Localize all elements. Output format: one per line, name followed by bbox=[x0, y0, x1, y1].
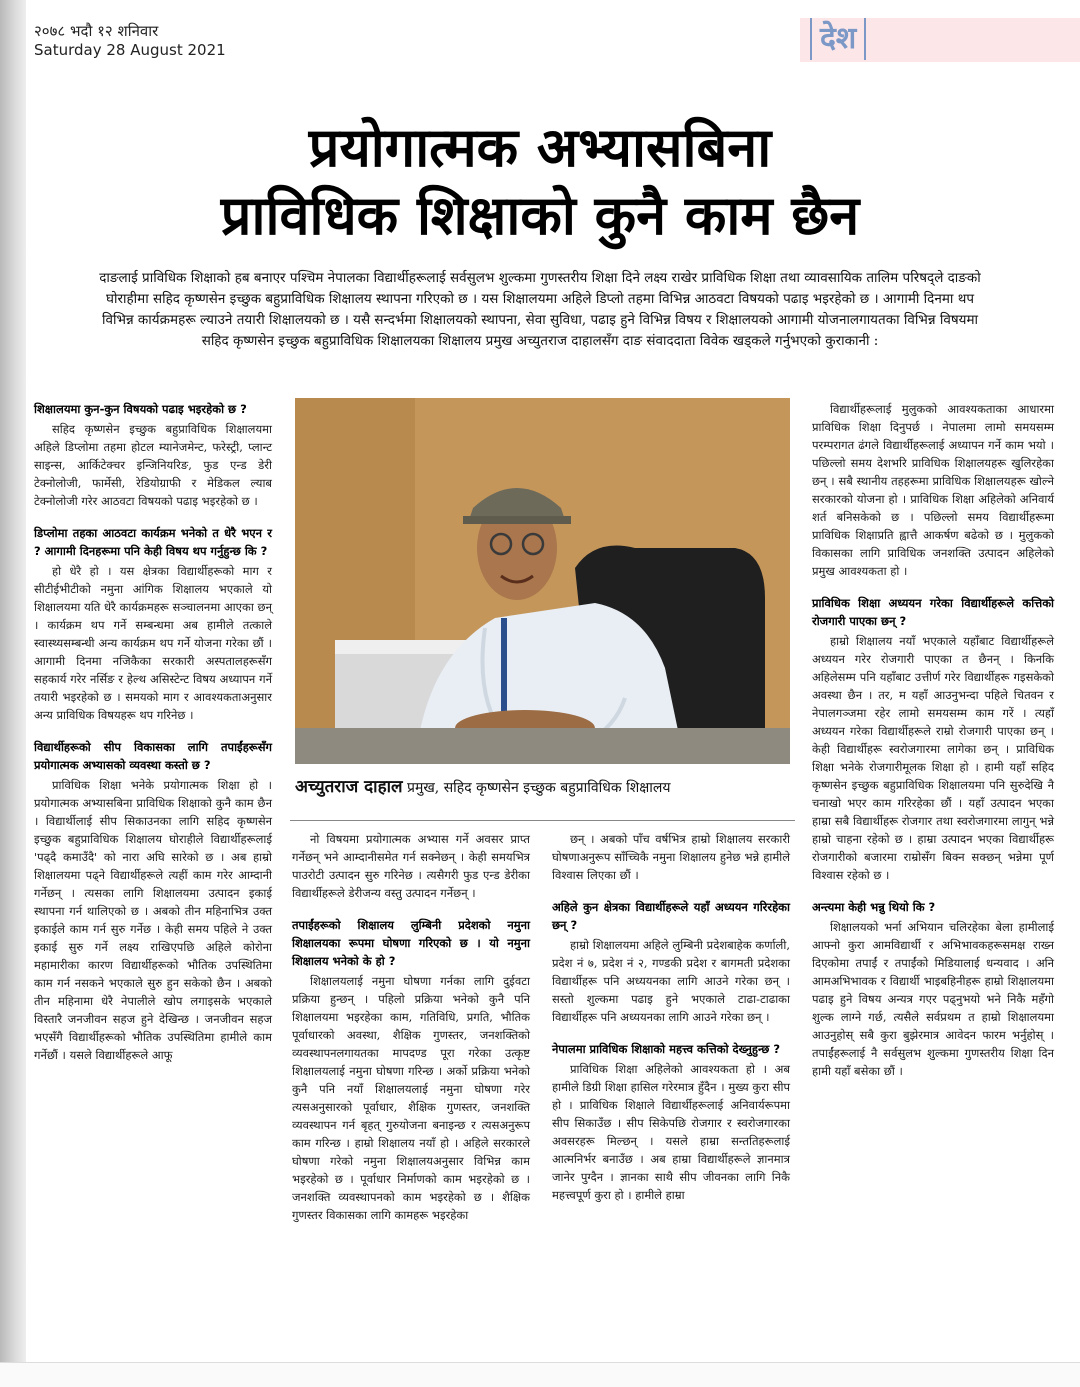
lead-paragraph: दाङलाई प्राविधिक शिक्षाको हब बनाएर पश्चिम नेपालका विद्यार्थीहरूलाई सर्वसुलभ शुल्कमा गुणस्तरीय शिक्षा दिने लक्ष्य राखेर प्राविधिक शिक्षा तथा व्यावसायिक तालिम परिषद्ले दाङको घोराहीमा सहिद कृष्णसेन इच्छुक बहुप्राविधिक शिक्षालय स्थापना गरिएको छ । यस शिक्षालयमा अहिले डिप्लो तहमा विभिन्न आठवटा विषयको पढाइ भइरहेको छ । आगामी दिनमा थप विभिन्न कार्यक्रमहरू ल्याउने तयारी शिक्षालयको छ । यसै सन्दर्भमा शिक्षालयको स्थापना, सेवा सुविधा, पढाइ हुने विभिन्न विषय र शिक्षालयको आगामी योजनालगायतका विभिन्न विषयमा सहिद कृष्णसेन इच्छुक बहुप्राविधिक शिक्षालयका शिक्षालय प्रमुख अच्युतराज दाहालसँग दाङ संवाददाता विवेक खड्कले गर्नुभएको कुराकानी : bbox=[99, 270, 981, 349]
section-label: देश bbox=[810, 18, 866, 60]
page-gutter bbox=[0, 0, 26, 1386]
next-article-strip bbox=[0, 1362, 1080, 1387]
headline-line-1: प्रयोगात्मक अभ्यासबिना bbox=[308, 115, 772, 179]
question-7: प्राविधिक शिक्षा अध्ययन गरेका विद्यार्थीहरूले कत्तिको रोजगारी पाएका छन् ? bbox=[812, 596, 1054, 628]
question-3: विद्यार्थीहरूको सीप विकासका लागि तपाईंहरूसँग प्रयोगात्मक अभ्यासको व्यवस्था कस्तो छ ? bbox=[34, 740, 272, 772]
headline-line-2: प्राविधिक शिक्षाको कुनै काम छैन bbox=[220, 183, 860, 247]
photo-caption bbox=[295, 775, 790, 815]
interview-photo bbox=[295, 398, 790, 764]
question-2: डिप्लोमा तहका आठवटा कार्यक्रम भनेको त धेरै भएन र ? आगामी दिनहरूमा पनि केही विषय थप गर्नुहुन्छ कि ? bbox=[34, 526, 272, 558]
question-8: अन्त्यमा केही भन्नु थियो कि ? bbox=[812, 900, 936, 914]
date-nepali: २०७८ भदौ १२ शनिवार bbox=[34, 22, 159, 40]
answer-2: हो धेरै हो । यस क्षेत्रका विद्यार्थीहरूको माग र सीटीईभीटीको नमुना आंगिक शिक्षालय भएकाले यो शिक्षालयमा यति धेरै कार्यक्रमहरू सञ्चालनमा आएका छन् । कार्यक्रम थप गर्ने सम्बन्धमा अब हामीले तत्काले स्वास्थ्यसम्बन्धी अन्य कार्यक्रम थप गर्ने योजना गरेका छौं । आगामी दिनमा नजिकैका सरकारी अस्पतालहरूसँग सहकार्य गरेर नर्सिङ र हेल्थ असिस्टेन्ट विषय अध्यापन गर्ने तयारी भइरहेको छ । समयको माग र आवश्यकताअनुसार अन्य प्राविधिक विषयहरू थप गरिनेछ । bbox=[34, 564, 272, 722]
dateline bbox=[34, 22, 226, 60]
answer-3: प्राविधिक शिक्षा भनेके प्रयोगात्मक शिक्षा हो । प्रयोगात्मक अभ्यासबिना प्राविधिक शिक्षाको कुनै काम छैन । विद्यार्थीलाई सीप सिकाउनका लागि सहिद कृष्णसेन इच्छुक बहुप्राविधिक शिक्षालय घोराहीले विद्यार्थीहरूलाई 'पढ्दै कमाउँदै' को नारा अघि सारेको छ । अब हाम्रो शिक्षालयमा पढ्ने विद्यार्थीहरूले त्यहीं काम गरेर आम्दानी गर्नेछन् । त्यसका लागि शिक्षालयमा उत्पादन इकाई स्थापना गर्न थालिएको छ । अबको तीन महिनाभित्र उक्त इकाईले काम गर्न सुरु गर्नेछ । केही समय पहिले ने उक्त इकाई सुरु गर्ने लक्ष्य राखिएपछि अहिले कोरोना महामारीका कारण विद्यार्थीहरूको भौतिक उपस्थितिमा काम गर्न नसकने भएकाले सुरु हुन सकेको छैन । अबको तीन महिनामा धेरै नेपालीले खोप लगाइसके भएकाले विस्तारै जनजीवन सहज हुने देखिन्छ । जनजीवन सहज भएसँगै विद्यार्थीहरूको भौतिक उपस्थितिमा हामीले काम गर्नेछौं । यसले विद्यार्थीहरूले आफू bbox=[34, 778, 272, 1062]
question-1: शिक्षालयमा कुन-कुन विषयको पढाइ भइरहेको छ ? bbox=[34, 402, 247, 416]
answer-6-continued: विद्यार्थीहरूलाई मुलुकको आवश्यकताका आधारमा प्राविधिक शिक्षा दिनुपर्छ । नेपालमा लामो समयसम्म परम्परागत ढंगले विद्यार्थीहरूलाई अध्यापन गर्ने काम भयो । पछिल्लो समय देशभरि प्राविधिक शिक्षालयहरू खुलिरहेका छन् । सबै स्थानीय तहहरूमा प्राविधिक शिक्षालयहरू खोल्ने सरकारको योजना हो । प्राविधिक शिक्षा अहिलेको अनिवार्य शर्त बनिसकेको छ । पछिल्लो समय विद्यार्थीहरूमा प्राविधिक शिक्षाप्रति ह्वात्तै आकर्षण बढेको छ । मुलुकको विकासका लागि प्राविधिक जनशक्ति उत्पादन अहिलेको प्रमुख आवश्यकता हो । bbox=[812, 402, 1054, 578]
column-2 bbox=[292, 830, 530, 1238]
answer-8: शिक्षालयको भर्ना अभियान चलिरहेका बेला हामीलाई आफ्नो कुरा आमविद्यार्थी र अभिभावकहरूसमक्ष राख्न दिएकोमा तपाईं र तपाईंको मिडियालाई धन्यवाद । अनि आमअभिभावक र विद्यार्थी भाइबहिनीहरू हाम्रो शिक्षालयमा पढाइ हुने विषय अन्यत्र गएर पढ्नुभयो भने निकै महँगो शुल्क लाग्ने गर्छ, त्यसैले सर्वप्रथम त हाम्रो शिक्षालयमा आउनुहोस् सबै कुरा बुझेरमात्र आवेदन फारम भर्नुहोस् । तपाईंहरूलाई नै सर्वसुलभ शुल्कमा गुणस्तरीय शिक्षा दिन हामी यहाँ बसेका छौं । bbox=[812, 920, 1054, 1078]
question-4: तपाईंहरूको शिक्षालय लुम्बिनी प्रदेशको नमुना शिक्षालयका रूपमा घोषणा गरिएको छ । यो नमुना शिक्षालय भनेको के हो ? bbox=[292, 918, 530, 968]
section-tag bbox=[800, 18, 1080, 62]
caption-title: प्रमुख, सहिद कृष्णसेन इच्छुक बहुप्राविधिक शिक्षालय bbox=[407, 780, 671, 796]
question-5: अहिले कुन क्षेत्रका विद्यार्थीहरूले यहाँ अध्ययन गरिरहेका छन् ? bbox=[552, 900, 790, 932]
column-4 bbox=[812, 400, 1054, 1094]
caption-rule bbox=[290, 820, 795, 821]
answer-4: शिक्षालयलाई नमुना घोषणा गर्नका लागि दुईवटा प्रक्रिया हुन्छन् । पहिलो प्रक्रिया भनेको कुनै पनि शिक्षालयमा भइरहेका काम, गतिविधि, प्रगति, भौतिक पूर्वाधारको अवस्था, शैक्षिक गुणस्तर, जनशक्तिको व्यवस्थापनलगायतका मापदण्ड पूरा गरेका उत्कृष्ट शिक्षालयलाई नमुना घोषणा गरिन्छ । अर्को प्रक्रिया भनेको कुनै पनि नयाँ शिक्षालयलाई नमुना घोषणा गरेर त्यसअनुसारको पूर्वाधार, शैक्षिक गुणस्तर, जनशक्ति व्यवस्थापन गर्न बृहत् गुरुयोजना बनाइन्छ र त्यसअनुरूप काम गरिन्छ । हाम्रो शिक्षालय नयाँ हो । अहिले सरकारले घोषणा गरेको नमुना शिक्षालयअनुसार विभिन्न काम भइरहेको छ । पूर्वाधार निर्माणको काम भइरहेको छ । जनशक्ति व्यवस्थापनको काम भइरहेको छ । शैक्षिक गुणस्तर विकासका लागि कामहरू भइरहेका bbox=[292, 974, 530, 1222]
date-english: Saturday 28 August 2021 bbox=[34, 41, 226, 59]
answer-6: प्राविधिक शिक्षा अहिलेको आवश्यकता हो । अब हामीले डिग्री शिक्षा हासिल गरेरमात्र हुँदैन । मुख्य कुरा सीप हो । प्राविधिक शिक्षाले विद्यार्थीहरूलाई अनिवार्यरूपमा सीप सिकाउँछ । सीप सिकेपछि रोजगार र स्वरोजगारका अवसरहरू मिल्छन् । यसले हाम्रा सन्ततिहरूलाई आत्मनिर्भर बनाउँछ । अब हाम्रा विद्यार्थीहरूले ज्ञानमात्र जानेर पुग्दैन । ज्ञानका साथै सीप जीवनका लागि निकै महत्त्वपूर्ण कुरा हो । हामीले हाम्रा bbox=[552, 1062, 790, 1202]
question-6: नेपालमा प्राविधिक शिक्षाको महत्त्व कत्तिको देख्नुहुन्छ ? bbox=[552, 1042, 780, 1056]
answer-5: हाम्रो शिक्षालयमा अहिले लुम्बिनी प्रदेशबाहेक कर्णाली, प्रदेश नं ७, प्रदेश नं २, गण्डकी प्रदेश र बागमती प्रदेशका विद्यार्थीहरू पनि अध्ययनका लागि आउने गरेका छन् । सस्तो शुल्कमा पढाइ हुने भएकाले टाढा-टाढाका विद्यार्थीहरू पनि अध्ययनका लागि आउने गरेका छन् । bbox=[552, 938, 790, 1024]
column-3 bbox=[552, 830, 790, 1218]
answer-3-continued: नो विषयमा प्रयोगात्मक अभ्यास गर्ने अवसर प्राप्त गर्नेछन् भने आम्दानीसमेत गर्न सक्नेछन् । केही समयभित्र पाउरोटी उत्पादन सुरु गरिनेछ । त्यसैगरी फुड एन्ड डेरीका विद्यार्थीहरूले डेरीजन्य वस्तु उत्पादन गर्नेछन् । bbox=[292, 832, 530, 900]
column-1 bbox=[34, 400, 272, 1078]
answer-7: हाम्रो शिक्षालय नयाँ भएकाले यहाँबाट विद्यार्थीहरूले अध्ययन गरेर रोजगारी पाएका त छैनन् । किनकि अहिलेसम्म पनि यहाँबाट उत्तीर्ण गरेर विद्यार्थीहरू गइसकेको अवस्था छैन । तर, म यहाँ आउनुभन्दा पहिले चितवन र नेपालगञ्जमा रहेर लामो समयसम्म काम गरें । त्यहाँ अध्ययन गरेका विद्यार्थीहरूले राम्रो रोजगारी पाएका छन् । केही विद्यार्थीहरू स्वरोजगारमा लागेका छन् । प्राविधिक शिक्षा भनेके रोजगारीमूलक शिक्षा हो । हामी यहाँ सहिद कृष्णसेन इच्छुक बहुप्राविधिक शिक्षालयमा पनि सुरुदेखि नै चनाखो भएर काम गरिरहेका छौं । यहाँ उत्पादन भएका हाम्रा सबै विद्यार्थीहरू रोजगार तथा स्वरोजगारमा लागुन् भन्ने हाम्रो चाहना रहेको छ । हाम्रा उत्पादन भएका विद्यार्थीहरू रोजगारीको बजारमा राम्रोसँग बिक्न सक्छन् भन्नेमा पूर्ण विश्वास रहेको छ । bbox=[812, 634, 1054, 882]
answer-4-continued: छन् । अबको पाँच वर्षभित्र हाम्रो शिक्षालय सरकारी घोषणाअनुरूप साँच्चिकै नमुना शिक्षालय हुनेछ भन्ने हामीले विश्वास लिएका छौं । bbox=[552, 832, 790, 882]
portrait-illustration bbox=[295, 398, 790, 764]
answer-1: सहिद कृष्णसेन इच्छुक बहुप्राविधिक शिक्षालयमा अहिले डिप्लोमा तहमा होटल म्यानेजमेन्ट, फरेस्ट्री, प्लान्ट साइन्स, आर्किटेक्चर इन्जिनियरिङ, फुड एन्ड डेरी टेक्नोलोजी, फार्मेसी, रेडियोग्राफी र मेडिकल ल्याब टेक्नोलोजी गरेर आठवटा विषयको पढाइ भइरहेको छ । bbox=[34, 422, 272, 508]
caption-name: अच्युतराज दाहाल bbox=[295, 777, 403, 797]
